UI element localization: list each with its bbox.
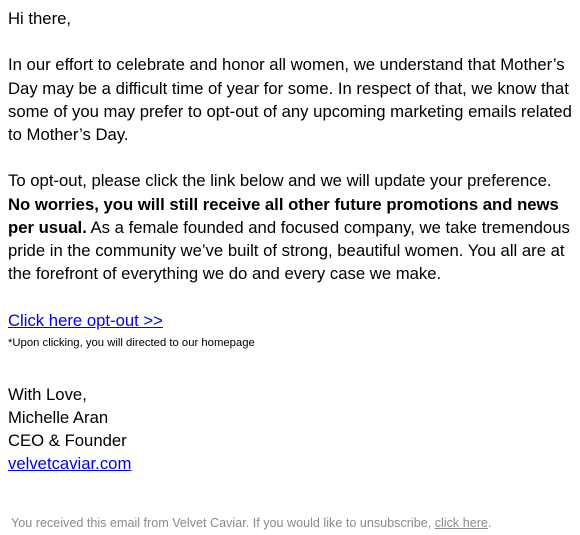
- unsubscribe-link[interactable]: click here: [434, 516, 488, 530]
- opt-out-bold-notice: No worries, you will still receive all other future promotions and news per usual.: [8, 194, 559, 237]
- paragraph-mothers-day: In our effort to celebrate and honor all women, we understand that Mother’s Day may be a difficult time of year for some. In respect of that, we know that some of you may prefer to opt-out of any upcoming marketing emails related to Mother’s Day.: [8, 55, 572, 144]
- signature-closing: With Love,: [8, 384, 87, 404]
- opt-out-rest: As a female founded and focused company, we take tremendous pride in the community we’ve built of strong, beautiful women. You all are at the forefront of everything we do and every case we make.: [8, 217, 570, 284]
- signature-title: CEO & Founder: [8, 431, 127, 451]
- opt-out-link[interactable]: Click here opt-out >>: [8, 310, 163, 330]
- spacer: [8, 350, 576, 383]
- footer-text: You received this email from Velvet Caviar. If you would like to unsubscribe,: [11, 516, 435, 530]
- spacer: [8, 285, 576, 308]
- signature-name: Michelle Aran: [8, 408, 109, 427]
- paragraph-opt-out: [8, 169, 576, 285]
- email-body: [8, 7, 576, 476]
- opt-out-intro: To opt-out, please click the link below and we will update your preference.: [8, 171, 552, 191]
- opt-out-note: *Upon clicking, you will directed to our homepage: [8, 336, 255, 349]
- website-link[interactable]: velvetcaviar.com: [8, 454, 132, 474]
- spacer: [8, 30, 576, 53]
- signature: [8, 383, 576, 476]
- footer: [11, 515, 491, 531]
- spacer: [8, 146, 576, 169]
- footer-period: .: [487, 516, 492, 530]
- greeting: Hi there,: [8, 9, 72, 28]
